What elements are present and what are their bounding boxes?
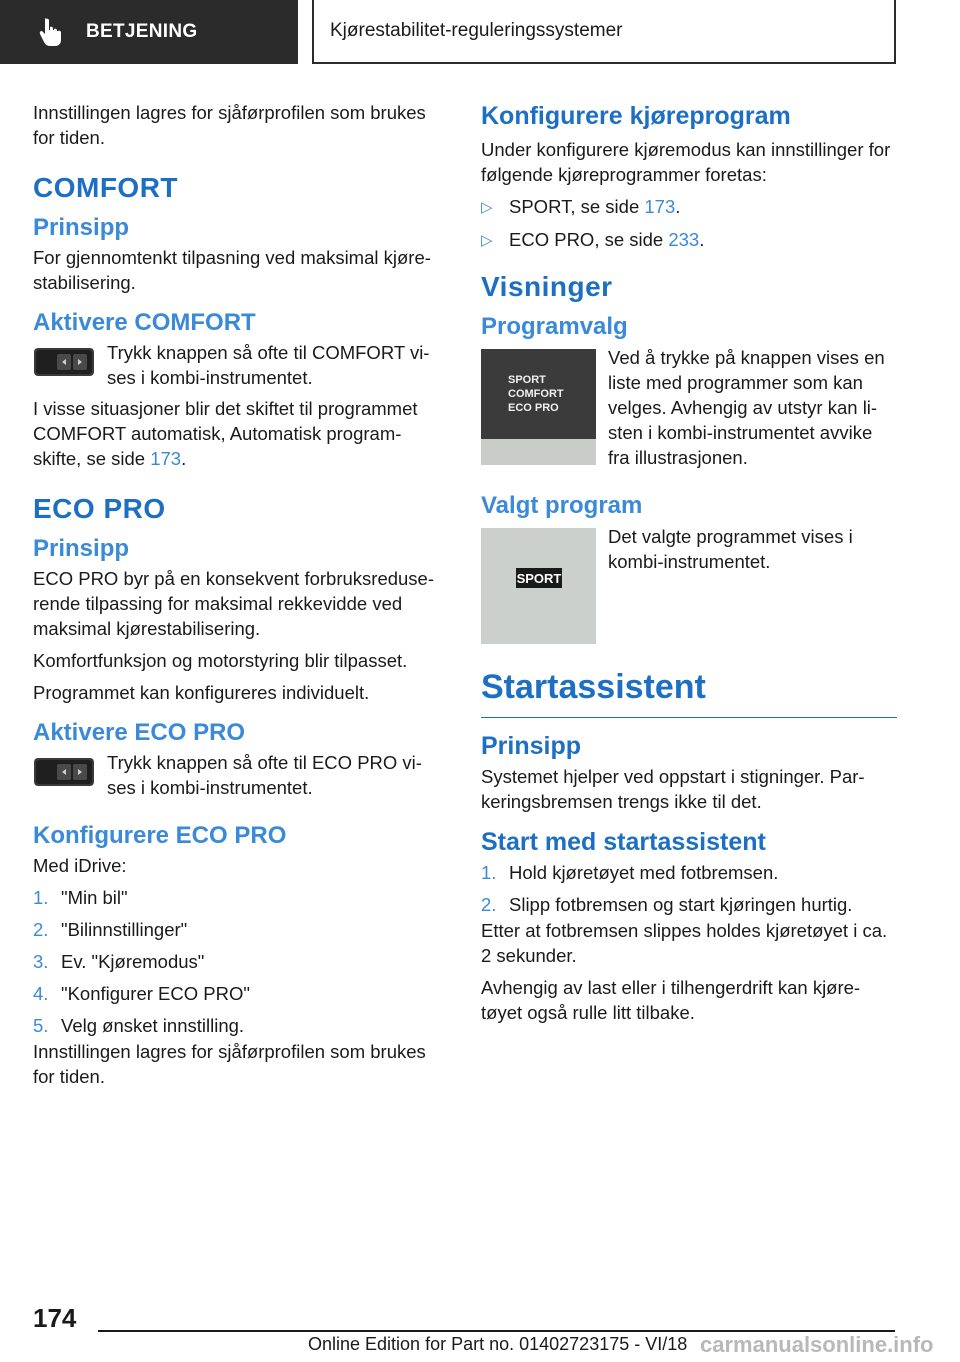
program-list-screen [481,349,596,465]
page-header [0,0,960,66]
startassistent-heading: Startassistent [481,668,897,718]
eco-comfort-text: Komfortfunksjon og motorstyring blir tilpasset. [33,650,408,671]
after-release-text: Etter at fotbremsen slippes holdes kjøretøyet i ca. 2 sekunder. [481,920,888,966]
eco-principle-heading: Prinsipp [33,535,130,562]
drive-mode-button-icon [33,756,95,788]
list-item: ▷ SPORT, se side 173. [481,196,681,217]
programvalg-text: Ved å trykke på knappen vises en liste med programmer som kan velges. Avhengig av utstyr kan li-sten i kombi-instrumentet avvike fra illustrasjonen. [608,347,885,468]
eco-pro-heading: ECO PRO [33,493,166,524]
valgt-program-text: Det valgte programmet vises i kombi-instrumentet. [608,526,853,572]
watermark: carmanualsonline.info [700,1332,934,1357]
page-link-173[interactable]: 173 [150,448,182,469]
chapter-title: Kjørestabilitet-reguleringssystemer [312,0,896,64]
page-number: 174 [33,1303,77,1333]
section-tab [0,0,298,64]
visninger-heading: Visninger [481,271,613,302]
activate-comfort-row [33,340,449,390]
list-item: 1. "Min bil" [33,887,128,908]
activate-eco-heading: Aktivere ECO PRO [33,719,246,746]
selected-program-label: SPORT [516,571,562,586]
list-item: 1. Hold kjøretøyet med fotbremsen. [481,862,779,883]
menu-item-comfort: COMFORT [508,388,564,400]
start-principle-text: Systemet hjelper ved oppstart i stigninger. Par-keringsbremsen trengs ikke til det. [481,766,865,812]
programvalg-row [481,349,897,470]
list-item: 4. "Konfigurer ECO PRO" [33,983,250,1004]
hand-pointer-icon [38,17,66,47]
config-program-text: Under konfigurere kjøremodus kan innstillinger for følgende kjøreprogrammer foretas: [481,139,891,185]
valgt-program-row [481,528,897,644]
page-link-173[interactable]: 173 [644,196,676,217]
start-with-heading: Start med startassistent [481,828,766,856]
intro-text: Innstillingen lagres for sjåførprofilen som brukes for tiden. [33,102,426,148]
program-bullets [481,194,897,253]
depend-load-text: Avhengig av last eller i tilhengerdrift kan kjøre-tøyet også rulle litt tilbake. [481,977,861,1023]
list-item: 3. Ev. "Kjøremodus" [33,951,205,972]
start-principle-heading: Prinsipp [481,732,582,760]
list-item: 5. Velg ønsket innstilling. [33,1015,245,1036]
config-program-heading: Konfigurere kjøreprogram [481,102,791,130]
list-item: 2. "Bilinnstillinger" [33,919,188,940]
outro-text: Innstillingen lagres for sjåførprofilen som brukes for tiden. [33,1041,426,1087]
list-item: 2. Slipp fotbremsen og start kjøringen hurtig. [481,894,853,915]
menu-item-eco-pro: ECO PRO [508,402,559,414]
section-title: BETJENING [86,21,198,42]
auto-shift-text: I visse situasjoner blir det skiftet til programmet COMFORT automatisk, Automatisk program-skifte, se side 173. [33,398,418,469]
config-eco-intro: Med iDrive: [33,855,127,876]
comfort-heading: COMFORT [33,172,179,203]
comfort-principle-text: For gjennomtenkt tilpasning ved maksimal kjøre-stabilisering. [33,247,431,293]
right-column [481,102,897,1032]
activate-comfort-heading: Aktivere COMFORT [33,309,256,336]
edition-text: Online Edition for Part no. 01402723175 - VI/18 [308,1334,688,1354]
page-link-233[interactable]: 233 [668,229,700,250]
menu-item-sport: SPORT [508,374,546,386]
activate-eco-row [33,750,449,800]
left-column [33,100,449,1096]
list-item: ▷ ECO PRO, se side 233. [481,229,705,250]
drive-mode-button-icon [33,346,95,378]
config-eco-heading: Konfigurere ECO PRO [33,822,287,849]
start-steps [481,860,897,917]
valgt-program-heading: Valgt program [481,492,643,519]
activate-comfort-text: Trykk knappen så ofte til COMFORT vi-ses i kombi-instrumentet. [107,342,430,388]
comfort-principle-heading: Prinsipp [33,214,130,241]
selected-program-screen [481,528,596,644]
eco-principle-text: ECO PRO byr på en konsekvent forbruksreduse-rende tilpassing for maksimal rekkevidde ved maksimal kjørestabilisering. [33,568,435,639]
page-footer [0,1295,960,1362]
config-eco-steps [33,885,449,1038]
activate-eco-text: Trykk knappen så ofte til ECO PRO vi-ses i kombi-instrumentet. [107,752,422,798]
programvalg-heading: Programvalg [481,313,628,340]
eco-program-text: Programmet kan konfigureres individuelt. [33,682,370,703]
